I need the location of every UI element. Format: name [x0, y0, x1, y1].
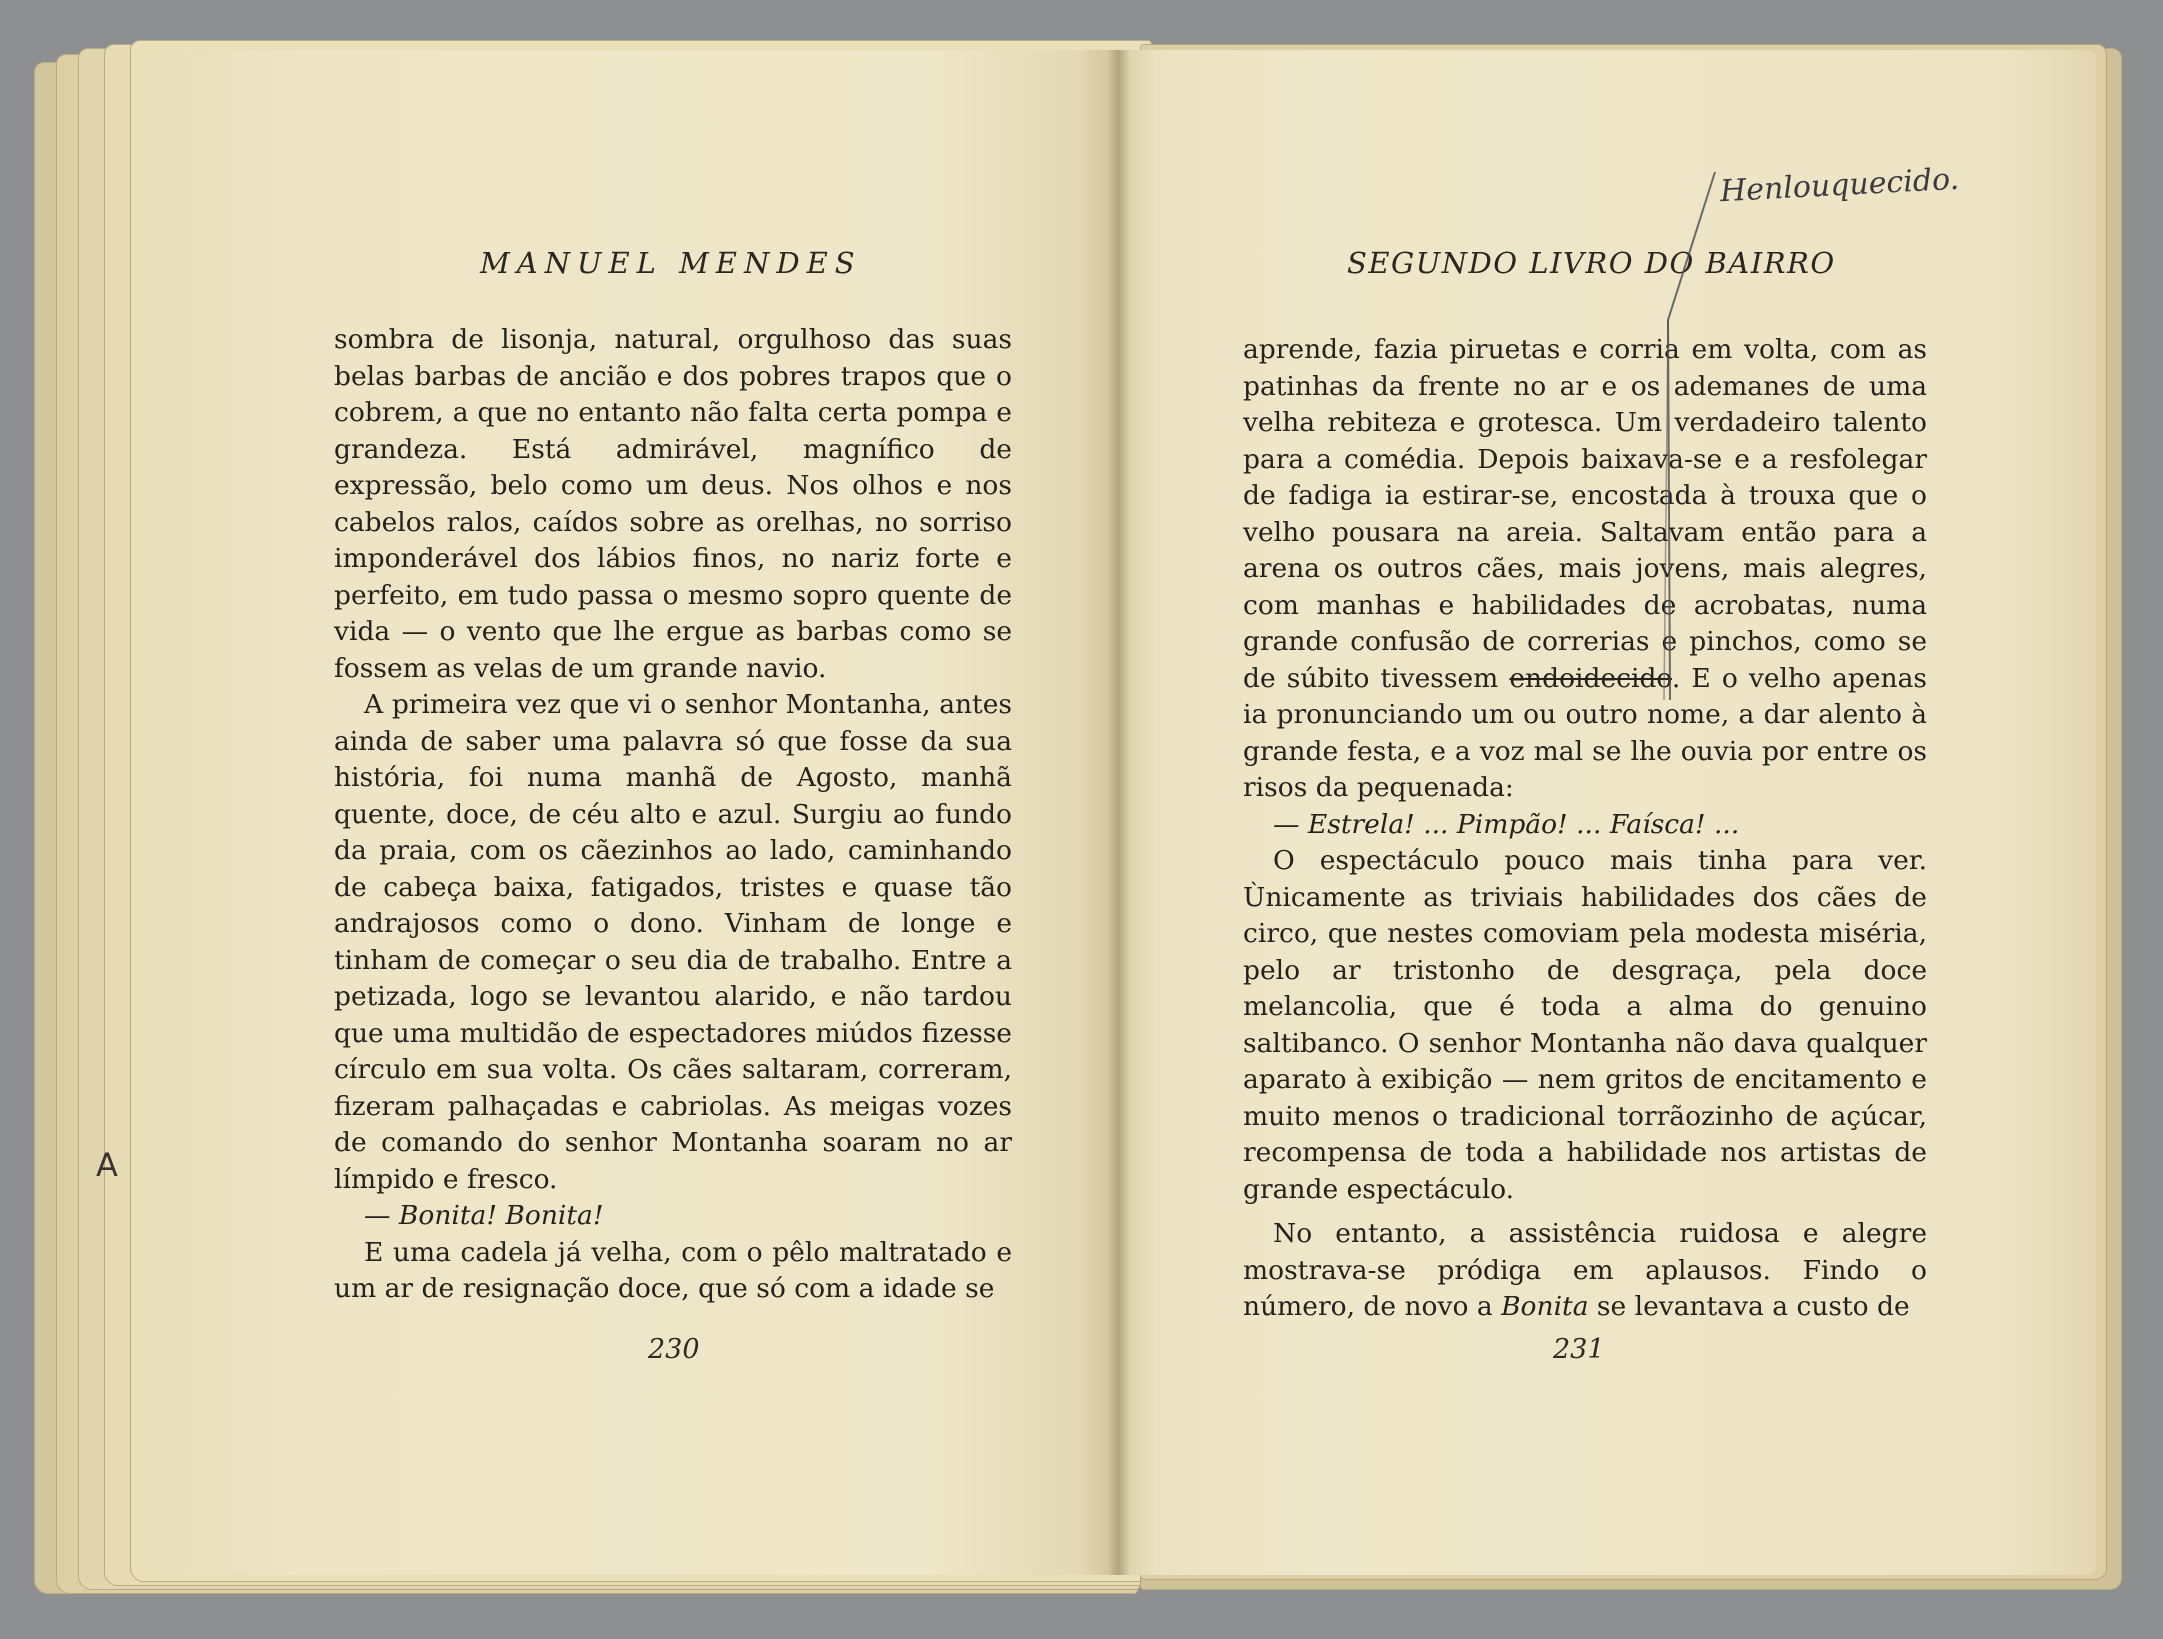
left-page-number: 230 [648, 1334, 700, 1365]
right-body-text [1243, 332, 1927, 1326]
right-page-number: 231 [1553, 1334, 1605, 1365]
paragraph: E uma cadela já velha, com o pêlo maltratado e um ar de resignação doce, que só com a idade se [334, 1236, 1012, 1304]
text-run: aprende, fazia piruetas e corria em volta, com as patinhas da frente no ar e os ademanes de uma velha rebiteza e grotesca. Um verdadeiro talento para a comédia. Depois baixava-se e a resfolegar de fadiga ia estirar-se, encostada à trouxa que o velho pousara na areia. Saltavam então para a arena os outros cães, mais jovens, mais alegres, com manhas e habilidades de acrobatas, numa grande confusão de correrias e pinchos, como se de súbito tivessem [1243, 334, 1927, 694]
italic-name: Bonita [1501, 1291, 1589, 1322]
left-running-head: MANUEL MENDES [480, 246, 862, 280]
book-gutter [1108, 50, 1130, 1575]
handwritten-note: Henlouquecido. [1719, 161, 1960, 210]
struck-word: endoidecido [1509, 662, 1672, 694]
paragraph [1243, 1216, 1927, 1326]
dialog-line: — Estrela! ... Pimpão! ... Faísca! ... [1273, 808, 1740, 840]
paragraph: A primeira vez que vi o senhor Montanha, antes ainda de saber uma palavra só que fosse da sua história, foi numa manhã de Agosto, manhã quente, doce, de céu alto e azul. Surgiu ao fundo da praia, com os cãezinhos ao lado, caminhando de cabeça baixa, fatigados, tristes e quase tão andrajosos como o dono. Vinham de longe e tinham de começar o seu dia de trabalho. Entre a petizada, logo se levantou alarido, e não tardou que uma multidão de espectadores miúdos fizesse círculo em sua volta. Os cães saltaram, correram, fizeram palhaçadas e cabriolas. As meigas vozes de comando do senhor Montanha soaram no ar límpido e fresco. [334, 689, 1012, 1195]
margin-annotation: A [96, 1146, 118, 1184]
dialog-line: — Bonita! Bonita! [364, 1200, 604, 1231]
text-run: se levantava a custo de [1588, 1291, 1910, 1322]
right-running-head: SEGUNDO LIVRO DO BAIRRO [1347, 246, 1836, 280]
paragraph: sombra de lisonja, natural, orgulhoso das suas belas barbas de ancião e dos pobres trapos que o cobrem, a que no entanto não falta certa pompa e grandeza. Está admirável, magnífico de expressão, belo como um deus. Nos olhos e nos cabelos ralos, caídos sobre as orelhas, no sorriso imponderável dos lábios finos, no nariz forte e perfeito, em tudo passa o mesmo sopro quente de vida — o vento que lhe ergue as barbas como se fossem as velas de um grande navio. [334, 324, 1012, 684]
text-run: . E o velho apenas ia pronunciando um ou outro nome, a dar alento à grande festa, e a voz mal se lhe ouvia por entre os risos da pequenada: [1243, 662, 1927, 803]
text-run: No entanto, a assistência ruidosa e alegre mostrava-se pródiga em aplausos. Findo o número, de novo a [1243, 1218, 1927, 1322]
paragraph: O espectáculo pouco mais tinha para ver. Ùnicamente as triviais habilidades dos cães de circo, que nestes comoviam pela modesta miséria, pelo ar tristonho de desgraça, pela doce melancolia, que é toda a alma do genuino saltibanco. O senhor Montanha não dava qualquer aparato à exibição — nem gritos de encitamento e muito menos o tradicional torrãozinho de açúcar, recompensa de toda a habilidade nos artistas de grande espectáculo. [1243, 845, 1927, 1205]
paragraph [1243, 332, 1927, 807]
left-body-text [334, 322, 1012, 1308]
